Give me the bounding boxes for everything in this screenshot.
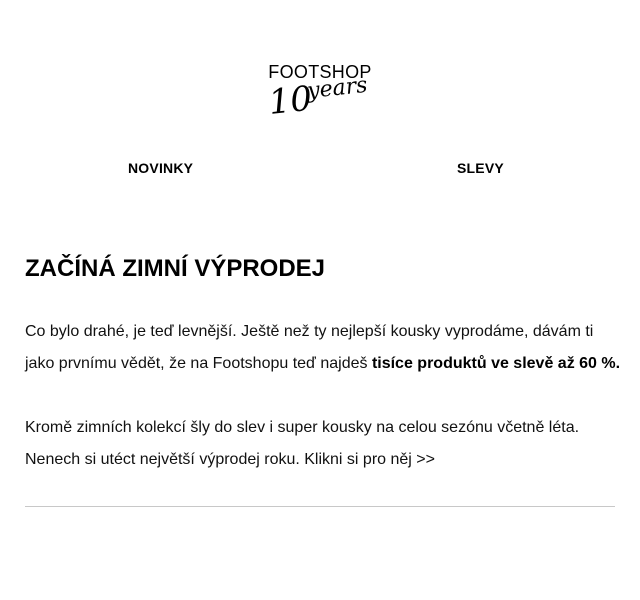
footshop-10-years-logo[interactable] bbox=[262, 60, 378, 124]
logo-anniversary-word: years bbox=[306, 72, 369, 104]
logo-anniversary-number: 10 bbox=[266, 78, 314, 123]
nav-item-slevy[interactable]: SLEVY bbox=[457, 160, 504, 176]
main-nav bbox=[0, 160, 640, 180]
sale-details-paragraph bbox=[25, 412, 625, 476]
page-title: ZAČÍNÁ ZIMNÍ VÝPRODEJ bbox=[25, 255, 326, 282]
logo-wordmark: FOOTSHOP bbox=[268, 62, 372, 82]
intro-paragraph bbox=[25, 316, 625, 380]
logo-mark bbox=[262, 60, 378, 124]
content-divider bbox=[25, 506, 615, 507]
nav-item-novinky[interactable]: NOVINKY bbox=[128, 160, 194, 176]
discount-highlight: tisíce produktů ve slevě až 60 %. bbox=[371, 355, 621, 372]
sale-details-text: Kromě zimních kolekcí šly do slev i super kousky na celou sezónu včetně léta. Nenech si utéct největší výprodej roku. bbox=[25, 419, 580, 468]
sale-cta-link[interactable]: Klikni si pro něj >> bbox=[304, 451, 435, 468]
intro-text: Co bylo drahé, je teď levnější. Ještě než ty nejlepší kousky vyprodáme, dávám ti jako prvnímu vědět, že na Footshopu teď najdeš bbox=[25, 323, 594, 372]
